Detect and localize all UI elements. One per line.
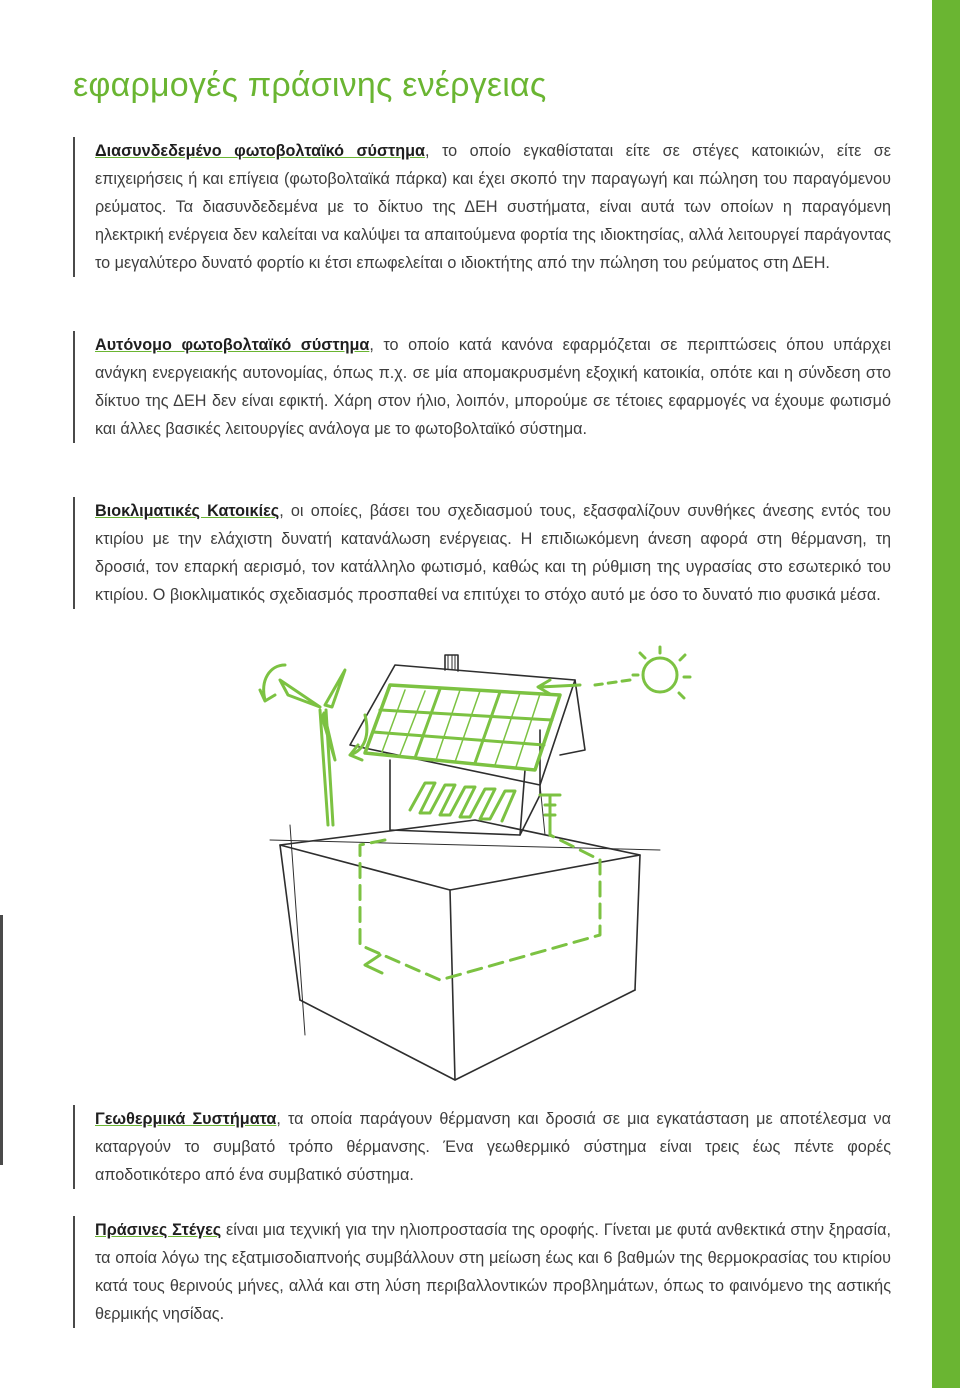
section-term: Πράσινες Στέγες [95,1221,222,1239]
floor-heating-sketch [410,783,515,821]
section-paragraph [95,1105,891,1189]
section-grid-connected-pv [73,137,891,277]
section-text: , το οποίο κατά κανόνα εφαρμόζεται σε περιπτώσεις όπου υπάρχει ανάγκη ενεργειακής αυτονομίας, όπως π.χ. σε μία απομακρυσμένη εξοχική κατοικία, οπότε και η σύνδεση στο δίκτυο της ΔΕΗ δεν είναι εφικτή. Χάρη στον ήλιο, λοιπόν, μπορούμε σε τέτοιες εφαρμογές να έχουμε φωτισμό και άλλες βασικές λειτουργίες ανάλογα με το φωτοβολταϊκό σύστημα. [95,336,891,438]
section-bioclimatic-houses [73,497,891,609]
section-text: , οι οποίες, βάσει του σχεδιασμού τους, εξασφαλίζουν συνθήκες άνεσης εντός του κτιρίου με την ελάχιστη δυνατή κατανάλωση ενέργειας. Η επιδιωκόμενη άνεση αφορά στη θέρμανση, τη δροσιά, τον επαρκή αερισμό, τον κατάλληλο φωτισμό, καθώς και τη ρύθμιση της υγρασίας στο εσωτερικό του κτιρίου. Ο βιοκλιματικός σχεδιασμός προσπαθεί να επιτύχει το στόχο αυτό με όσο το δυνατό πιο φυσικά μέσα. [95,502,891,604]
section-term: Βιοκλιματικές Κατοικίες [95,502,280,520]
geothermal-loop-sketch [360,795,600,980]
section-term: Αυτόνομο φωτοβολταϊκό σύστημα [95,336,370,354]
section-text: , το οποίο εγκαθίσταται είτε σε στέγες κατοικιών, είτε σε επιχειρήσεις ή και επίγεια (φωτοβολταϊκά πάρκα) και έχει σκοπό την παραγωγή και πώληση του παραγόμενου ρεύματος. Τα διασυνδεδεμένα με το δίκτυο της ΔΕΗ συστήματα, είναι αυτά των οποίων η παραγόμενη ηλεκτρική ενέργεια δεν καλείται να καλύψει τα απαιτούμενα φορτία της ιδιοκτησίας, αλλά λειτουργεί παράγοντας το μεγαλύτερο δυνατό φορτίο κι έτσι επωφελείται ο ιδιοκτήτης από την πώληση του ρεύματος στη ΔΕΗ. [95,142,892,272]
section-green-roofs [73,1216,891,1328]
section-text: είναι μια τεχνική για την ηλιοπροστασία της οροφής. Γίνεται με φυτά ανθεκτικά στην ξηρασία, τα οποία λόγω της εξατμισοδιαπνοής συμβάλλουν στη μείωση έως και 6 βαθμών της θερμοκρασίας του κτιρίου κατά τους θερινούς μήνες, αλλά και στη λύση περιβαλλοντικών προβλημάτων, όπως το φαινόμενο της αστικής θερμικής νησίδας. [95,1221,891,1323]
section-geothermal-systems [73,1105,891,1189]
ground-block-sketch [270,820,660,1080]
solar-panels-sketch [365,685,560,770]
section-paragraph [95,331,891,443]
page-edge-green-bar [932,0,960,1388]
page-edge-left-mark [0,915,3,1165]
section-standalone-pv [73,331,891,443]
section-term: Διασυνδεδεμένο φωτοβολταϊκό σύστημα [95,142,426,160]
green-house-illustration [240,645,700,1085]
section-paragraph [95,137,891,277]
sun-sketch [538,647,690,698]
page-title: εφαρμογές πράσινης ενέργειας [73,66,547,104]
section-text: , τα οποία παράγουν θέρμανση και δροσιά σε μια εγκατάσταση με αποτέλεσμα να καταργούν το συμβατό τρόπο θέρμανσης. Ένα γεωθερμικό σύστημα είναι τρεις έως πέντε φορές αποδοτικότερο από ένα συμβατικό σύστημα. [95,1110,892,1184]
section-paragraph [95,1216,891,1328]
section-term: Γεωθερμικά Συστήματα [95,1110,277,1128]
section-paragraph [95,497,891,609]
